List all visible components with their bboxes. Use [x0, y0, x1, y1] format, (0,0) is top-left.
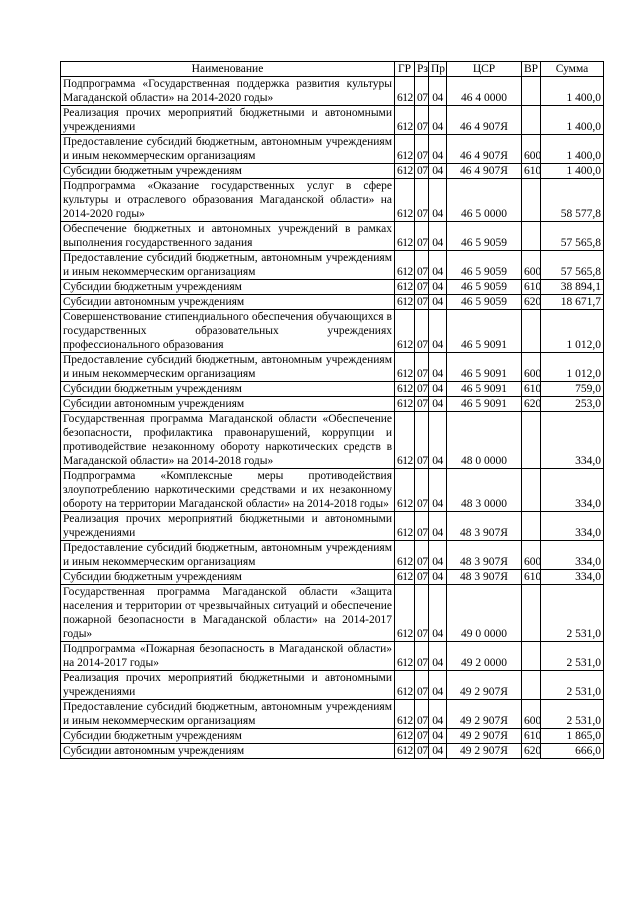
cell-gr: 612	[395, 251, 415, 280]
cell-vr: 620	[522, 295, 541, 310]
cell-vr: 620	[522, 744, 541, 759]
cell-sum: 2 531,0	[541, 671, 604, 700]
table-row	[61, 222, 604, 251]
cell-pr: 04	[429, 397, 447, 412]
cell-name: Подпрограмма «Государственная поддержка развития культуры Магаданской области» на 2014-2020 годы»	[61, 77, 395, 106]
cell-sum: 57 565,8	[541, 222, 604, 251]
cell-pr: 04	[429, 541, 447, 570]
cell-sum: 2 531,0	[541, 585, 604, 642]
cell-pr: 04	[429, 382, 447, 397]
cell-rz: 07	[415, 585, 429, 642]
cell-csr: 48 3 907Я	[447, 570, 522, 585]
cell-vr	[522, 512, 541, 541]
cell-rz: 07	[415, 382, 429, 397]
cell-csr: 46 4 0000	[447, 77, 522, 106]
table-row	[61, 310, 604, 353]
cell-sum: 334,0	[541, 469, 604, 512]
cell-rz: 07	[415, 700, 429, 729]
table-row	[61, 382, 604, 397]
cell-gr: 612	[395, 397, 415, 412]
cell-name: Обеспечение бюджетных и автономных учреждений в рамках выполнения государственного задания	[61, 222, 395, 251]
cell-csr: 46 5 9091	[447, 353, 522, 382]
cell-csr: 49 2 0000	[447, 642, 522, 671]
cell-pr: 04	[429, 585, 447, 642]
cell-gr: 612	[395, 135, 415, 164]
cell-gr: 612	[395, 164, 415, 179]
cell-pr: 04	[429, 106, 447, 135]
cell-sum: 334,0	[541, 512, 604, 541]
cell-vr: 610	[522, 280, 541, 295]
table-row	[61, 541, 604, 570]
cell-vr: 620	[522, 397, 541, 412]
cell-sum: 1 012,0	[541, 353, 604, 382]
table-row	[61, 397, 604, 412]
cell-sum: 2 531,0	[541, 700, 604, 729]
cell-pr: 04	[429, 729, 447, 744]
cell-name: Предоставление субсидий бюджетным, автономным учреждениям и иным некоммерческим организациям	[61, 541, 395, 570]
cell-sum: 38 894,1	[541, 280, 604, 295]
cell-csr: 46 5 9091	[447, 397, 522, 412]
cell-name: Государственная программа Магаданской области «Обеспечение безопасности, профилактика правонарушений, коррупции и противодействие незаконному обороту наркотических средств в Магаданской области» на 2014-2018 годы»	[61, 412, 395, 469]
table-row	[61, 469, 604, 512]
cell-vr	[522, 671, 541, 700]
cell-vr: 610	[522, 164, 541, 179]
cell-name: Субсидии бюджетным учреждениям	[61, 570, 395, 585]
cell-sum: 58 577,8	[541, 179, 604, 222]
cell-rz: 07	[415, 512, 429, 541]
cell-gr: 612	[395, 671, 415, 700]
cell-rz: 07	[415, 251, 429, 280]
cell-vr	[522, 310, 541, 353]
cell-pr: 04	[429, 671, 447, 700]
cell-name: Предоставление субсидий бюджетным, автономным учреждениям и иным некоммерческим организациям	[61, 700, 395, 729]
cell-vr: 610	[522, 382, 541, 397]
cell-csr: 46 5 0000	[447, 179, 522, 222]
table-row	[61, 77, 604, 106]
cell-sum: 18 671,7	[541, 295, 604, 310]
cell-csr: 49 2 907Я	[447, 700, 522, 729]
header-name: Наименование	[61, 62, 395, 77]
table-row	[61, 295, 604, 310]
cell-rz: 07	[415, 164, 429, 179]
cell-vr	[522, 585, 541, 642]
cell-name: Совершенствование стипендиального обеспечения обучающихся в государственных образовательных учреждениях профессионального образования	[61, 310, 395, 353]
cell-gr: 612	[395, 744, 415, 759]
cell-name: Подпрограмма «Пожарная безопасность в Магаданской области» на 2014-2017 годы»	[61, 642, 395, 671]
cell-csr: 49 0 0000	[447, 585, 522, 642]
cell-name: Субсидии автономным учреждениям	[61, 295, 395, 310]
cell-rz: 07	[415, 77, 429, 106]
cell-pr: 04	[429, 570, 447, 585]
cell-name: Субсидии бюджетным учреждениям	[61, 382, 395, 397]
cell-sum: 334,0	[541, 570, 604, 585]
cell-rz: 07	[415, 469, 429, 512]
cell-csr: 46 4 907Я	[447, 135, 522, 164]
cell-pr: 04	[429, 222, 447, 251]
cell-vr: 600	[522, 700, 541, 729]
cell-sum: 1 400,0	[541, 164, 604, 179]
header-vr: ВР	[522, 62, 541, 77]
table-row	[61, 729, 604, 744]
cell-sum: 1 400,0	[541, 77, 604, 106]
table-row	[61, 642, 604, 671]
cell-csr: 49 2 907Я	[447, 744, 522, 759]
cell-gr: 612	[395, 280, 415, 295]
cell-vr: 600	[522, 353, 541, 382]
cell-csr: 46 5 9059	[447, 222, 522, 251]
cell-pr: 04	[429, 179, 447, 222]
cell-csr: 48 3 907Я	[447, 512, 522, 541]
cell-gr: 612	[395, 106, 415, 135]
cell-gr: 612	[395, 412, 415, 469]
cell-gr: 612	[395, 512, 415, 541]
table-row	[61, 512, 604, 541]
cell-rz: 07	[415, 310, 429, 353]
cell-pr: 04	[429, 353, 447, 382]
cell-rz: 07	[415, 729, 429, 744]
table-header-row	[61, 62, 604, 77]
cell-vr	[522, 106, 541, 135]
header-gr: ГР	[395, 62, 415, 77]
cell-csr: 46 5 9091	[447, 310, 522, 353]
cell-csr: 46 5 9059	[447, 280, 522, 295]
cell-rz: 07	[415, 179, 429, 222]
cell-gr: 612	[395, 700, 415, 729]
cell-gr: 612	[395, 77, 415, 106]
cell-csr: 46 4 907Я	[447, 106, 522, 135]
cell-pr: 04	[429, 512, 447, 541]
cell-sum: 1 012,0	[541, 310, 604, 353]
cell-vr: 600	[522, 541, 541, 570]
cell-gr: 612	[395, 382, 415, 397]
header-rz: Рз	[415, 62, 429, 77]
table-row	[61, 570, 604, 585]
cell-rz: 07	[415, 744, 429, 759]
cell-gr: 612	[395, 222, 415, 251]
cell-vr: 600	[522, 251, 541, 280]
cell-sum: 759,0	[541, 382, 604, 397]
cell-sum: 1 400,0	[541, 135, 604, 164]
cell-sum: 57 565,8	[541, 251, 604, 280]
cell-name: Подпрограмма «Оказание государственных услуг в сфере культуры и отраслевого образования Магаданской области» на 2014-2020 годы»	[61, 179, 395, 222]
table-row	[61, 744, 604, 759]
cell-name: Субсидии бюджетным учреждениям	[61, 164, 395, 179]
cell-pr: 04	[429, 295, 447, 310]
table-row	[61, 106, 604, 135]
cell-csr: 48 0 0000	[447, 412, 522, 469]
table-row	[61, 135, 604, 164]
cell-name: Подпрограмма «Комплексные меры противодействия злоупотреблению наркотическими средствами и их незаконному обороту на территории Магаданской области» на 2014-2018 годы»	[61, 469, 395, 512]
cell-rz: 07	[415, 541, 429, 570]
cell-pr: 04	[429, 744, 447, 759]
cell-name: Реализация прочих мероприятий бюджетными и автономными учреждениями	[61, 106, 395, 135]
cell-pr: 04	[429, 412, 447, 469]
cell-gr: 612	[395, 642, 415, 671]
cell-pr: 04	[429, 135, 447, 164]
cell-sum: 334,0	[541, 412, 604, 469]
cell-csr: 46 5 9059	[447, 251, 522, 280]
cell-rz: 07	[415, 412, 429, 469]
cell-csr: 46 4 907Я	[447, 164, 522, 179]
cell-gr: 612	[395, 295, 415, 310]
cell-csr: 46 5 9059	[447, 295, 522, 310]
cell-name: Реализация прочих мероприятий бюджетными и автономными учреждениями	[61, 671, 395, 700]
cell-name: Государственная программа Магаданской области «Защита населения и территории от чрезвычайных ситуаций и обеспечение пожарной безопасности в Магаданской области» на 2014-2017 годы»	[61, 585, 395, 642]
cell-csr: 49 2 907Я	[447, 729, 522, 744]
cell-gr: 612	[395, 310, 415, 353]
table-row	[61, 585, 604, 642]
table-row	[61, 251, 604, 280]
table-row	[61, 412, 604, 469]
cell-rz: 07	[415, 353, 429, 382]
header-csr: ЦСР	[447, 62, 522, 77]
cell-gr: 612	[395, 469, 415, 512]
cell-vr: 610	[522, 570, 541, 585]
cell-sum: 666,0	[541, 744, 604, 759]
cell-csr: 49 2 907Я	[447, 671, 522, 700]
cell-vr	[522, 222, 541, 251]
cell-name: Реализация прочих мероприятий бюджетными и автономными учреждениями	[61, 512, 395, 541]
cell-pr: 04	[429, 280, 447, 295]
cell-pr: 04	[429, 164, 447, 179]
cell-vr: 610	[522, 729, 541, 744]
cell-pr: 04	[429, 469, 447, 512]
cell-gr: 612	[395, 353, 415, 382]
table-row	[61, 353, 604, 382]
cell-pr: 04	[429, 700, 447, 729]
table-row	[61, 700, 604, 729]
cell-name: Субсидии автономным учреждениям	[61, 397, 395, 412]
cell-sum: 334,0	[541, 541, 604, 570]
cell-sum: 253,0	[541, 397, 604, 412]
table-body	[61, 77, 604, 759]
table-row	[61, 671, 604, 700]
header-sum: Сумма	[541, 62, 604, 77]
cell-vr: 600	[522, 135, 541, 164]
cell-gr: 612	[395, 541, 415, 570]
cell-gr: 612	[395, 179, 415, 222]
cell-sum: 2 531,0	[541, 642, 604, 671]
cell-sum: 1 400,0	[541, 106, 604, 135]
cell-pr: 04	[429, 251, 447, 280]
cell-rz: 07	[415, 280, 429, 295]
cell-gr: 612	[395, 729, 415, 744]
table-row	[61, 280, 604, 295]
cell-pr: 04	[429, 77, 447, 106]
header-pr: Пр	[429, 62, 447, 77]
cell-vr	[522, 179, 541, 222]
cell-name: Предоставление субсидий бюджетным, автономным учреждениям и иным некоммерческим организациям	[61, 353, 395, 382]
cell-name: Субсидии автономным учреждениям	[61, 744, 395, 759]
cell-vr	[522, 469, 541, 512]
cell-gr: 612	[395, 585, 415, 642]
cell-rz: 07	[415, 135, 429, 164]
cell-sum: 1 865,0	[541, 729, 604, 744]
cell-name: Субсидии бюджетным учреждениям	[61, 729, 395, 744]
cell-rz: 07	[415, 295, 429, 310]
cell-rz: 07	[415, 222, 429, 251]
cell-gr: 612	[395, 570, 415, 585]
cell-rz: 07	[415, 570, 429, 585]
cell-csr: 46 5 9091	[447, 382, 522, 397]
cell-name: Предоставление субсидий бюджетным, автономным учреждениям и иным некоммерческим организациям	[61, 251, 395, 280]
cell-vr	[522, 412, 541, 469]
table-row	[61, 164, 604, 179]
cell-rz: 07	[415, 106, 429, 135]
cell-csr: 48 3 907Я	[447, 541, 522, 570]
cell-pr: 04	[429, 642, 447, 671]
cell-csr: 48 3 0000	[447, 469, 522, 512]
budget-table	[60, 61, 604, 759]
table-row	[61, 179, 604, 222]
cell-vr	[522, 77, 541, 106]
cell-vr	[522, 642, 541, 671]
cell-rz: 07	[415, 642, 429, 671]
cell-name: Субсидии бюджетным учреждениям	[61, 280, 395, 295]
cell-pr: 04	[429, 310, 447, 353]
cell-name: Предоставление субсидий бюджетным, автономным учреждениям и иным некоммерческим организациям	[61, 135, 395, 164]
cell-rz: 07	[415, 671, 429, 700]
cell-rz: 07	[415, 397, 429, 412]
